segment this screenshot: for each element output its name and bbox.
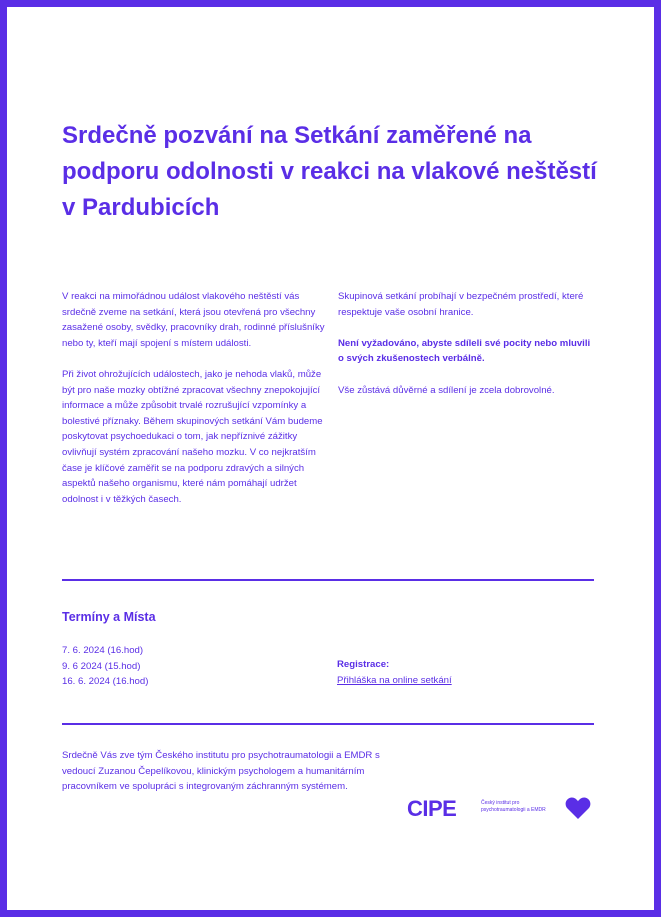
page-title: Srdečně pozvání na Setkání zaměřené na podporu odolnosti v reakci na vlakové neštěstí v Pardubicích xyxy=(62,122,597,221)
intro-right-column xyxy=(338,289,598,414)
cipe-logo xyxy=(407,796,456,822)
divider xyxy=(62,723,594,725)
cipe-logo-subtitle: Český institut pro psychotraumatologii a EMDR xyxy=(481,800,546,813)
divider xyxy=(62,579,594,581)
registration-link[interactable]: Přihláška na online setkání xyxy=(337,674,452,686)
intro-left-column xyxy=(62,289,327,523)
safety-paragraph: Skupinová setkání probíhají v bezpečném prostředí, které respektuje vaše osobní hranice. xyxy=(338,291,584,318)
footer-invitation-text: Srdečně Vás zve tým Českého institutu pro psychotraumatologii a EMDR s vedoucí Zuzanou Čepelíkovou, klinickým psychologem a humanitárním pracovníkem ve spolupráci s integrovaným záchranným systémem. xyxy=(62,750,380,793)
intro-paragraph: Při život ohrožujících událostech, jako je nehoda vlaků, může být pro naše mozky obtížné zpracovat všechny znepokojující informace a může způsobit trvalé rozrušující vzpomínky a bolestivé příznaky. Během skupinových setkání Vám budeme poskytovat psychoedukaci o tom, jak nepříznivé zážitky ovlivňují systém zpracování našeho mozku. V co nejkratším čase je klíčové zaměřit se na podporu zdravých a silných aspektů našeho organismu, které nám pomáhají udržet odolnost i v těžkých časech. xyxy=(62,368,323,505)
date-item: 16. 6. 2024 (16.hod) xyxy=(62,676,149,687)
no-sharing-required-note: Není vyžadováno, abyste sdíleli své pocity nebo mluvili o svých zkušenostech verbálně. xyxy=(338,337,591,365)
cipe-logo-wordmark: CIPE xyxy=(407,796,457,821)
intro-paragraph: V reakci na mimořádnou událost vlakového neštěstí vás srdečně zveme na setkání, která jsou otevřená pro všechny zasažené osoby, svědky, pracovníky drah, rodinné příslušníky nebo ty, kteří mají spojení s místem události. xyxy=(62,291,325,349)
date-item: 7. 6. 2024 (16.hod) xyxy=(62,645,144,656)
schedule-heading: Termíny a Místa xyxy=(62,610,156,624)
confidentiality-paragraph: Vše zůstává důvěrné a sdílení je zcela dobrovolné. xyxy=(338,384,555,396)
heart-icon xyxy=(565,796,591,820)
dates-list xyxy=(62,643,148,690)
registration-label: Registrace: xyxy=(337,659,390,670)
registration-block xyxy=(337,657,452,688)
date-item: 9. 6 2024 (15.hod) xyxy=(62,660,141,672)
